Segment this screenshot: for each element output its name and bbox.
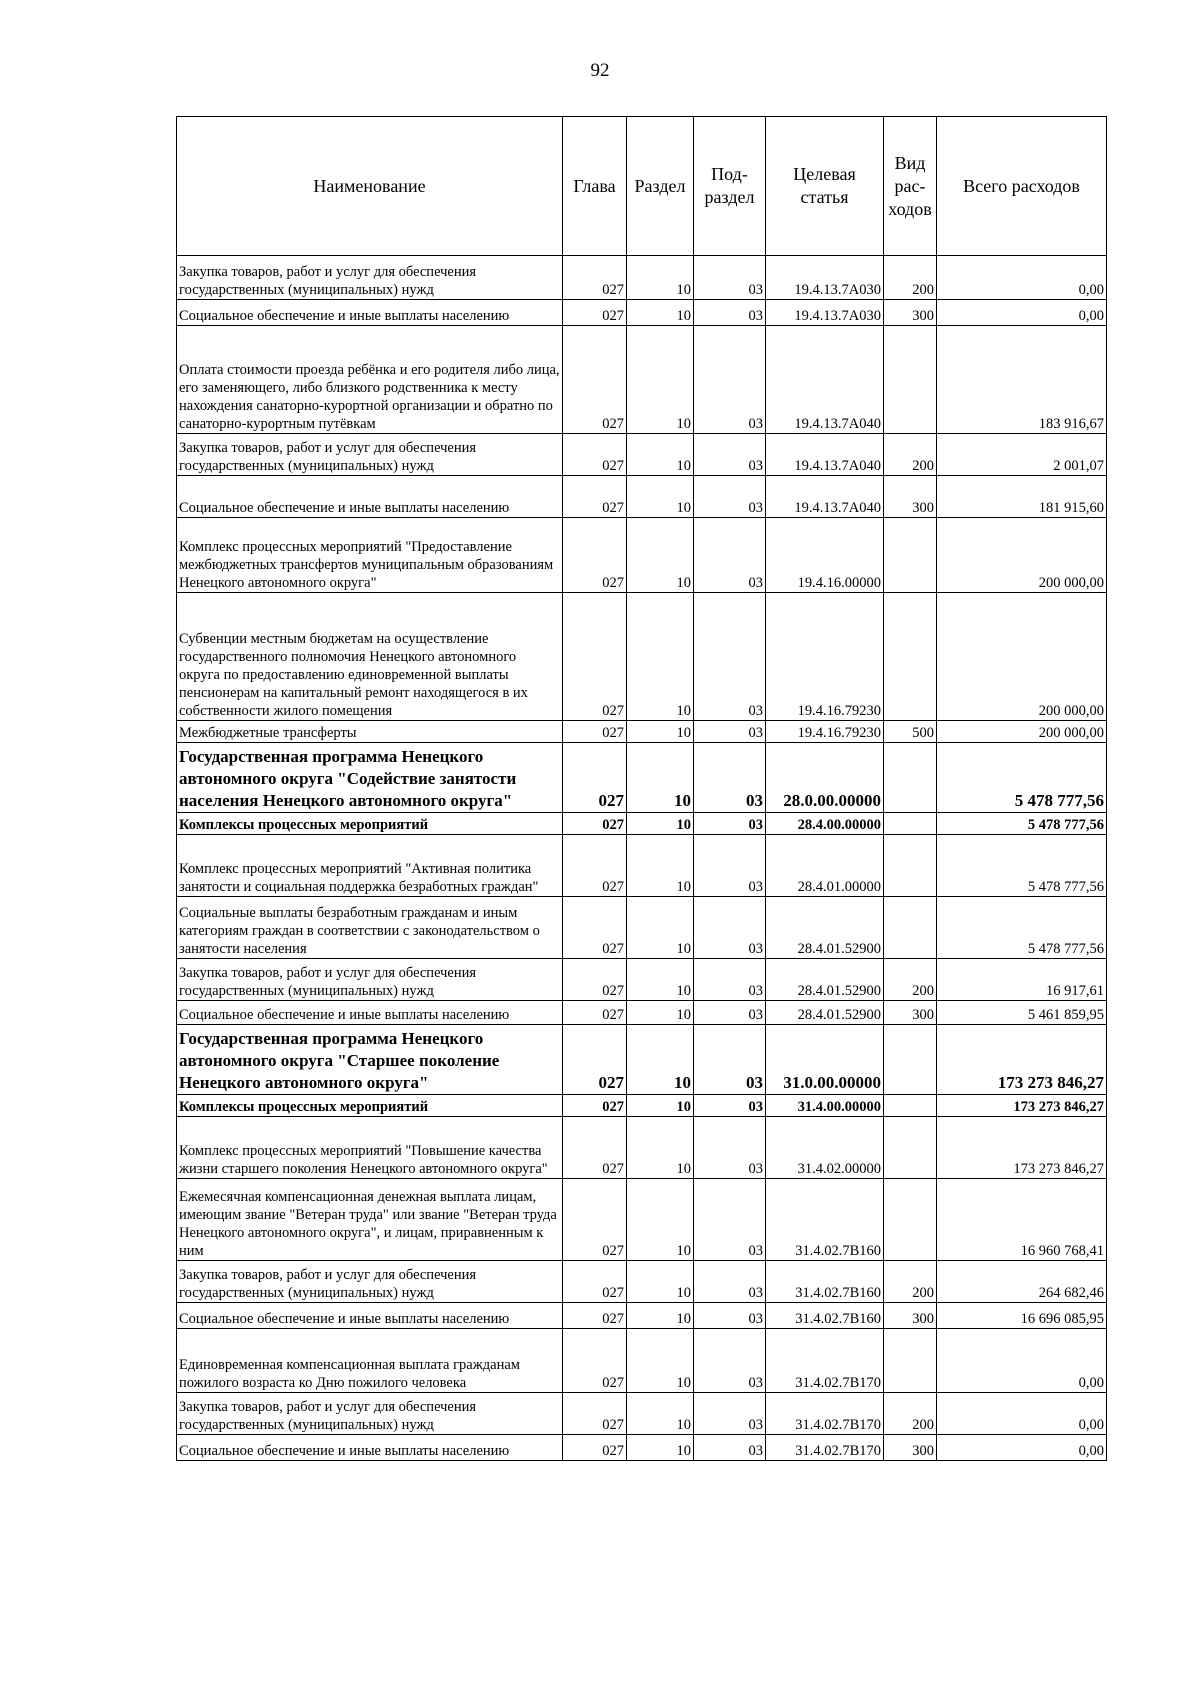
header-name: Наименование bbox=[177, 117, 563, 256]
cell-razdel: 10 bbox=[627, 593, 694, 721]
cell-podrazdel: 03 bbox=[694, 593, 766, 721]
cell-podrazdel: 03 bbox=[694, 1261, 766, 1303]
cell-podrazdel: 03 bbox=[694, 1435, 766, 1461]
table-row bbox=[177, 897, 1107, 959]
table-row bbox=[177, 835, 1107, 897]
cell-glava: 027 bbox=[563, 1025, 627, 1095]
cell-glava: 027 bbox=[563, 835, 627, 897]
cell-razdel: 10 bbox=[627, 1303, 694, 1329]
table-row bbox=[177, 743, 1107, 813]
table-row bbox=[177, 593, 1107, 721]
cell-razdel: 10 bbox=[627, 1095, 694, 1117]
table-row bbox=[177, 1261, 1107, 1303]
cell-vsego: 0,00 bbox=[937, 1393, 1107, 1435]
cell-vsego: 5 478 777,56 bbox=[937, 897, 1107, 959]
cell-name: Социальное обеспечение и иные выплаты населению bbox=[177, 1435, 563, 1461]
cell-name: Государственная программа Ненецкого автономного округа "Старшее поколение Ненецкого автономного округа" bbox=[177, 1025, 563, 1095]
cell-name: Комплексы процессных мероприятий bbox=[177, 1095, 563, 1117]
cell-podrazdel: 03 bbox=[694, 1095, 766, 1117]
cell-name: Закупка товаров, работ и услуг для обеспечения государственных (муниципальных) нужд bbox=[177, 256, 563, 300]
cell-podrazdel: 03 bbox=[694, 721, 766, 743]
cell-glava: 027 bbox=[563, 1393, 627, 1435]
cell-razdel: 10 bbox=[627, 1329, 694, 1393]
cell-name: Государственная программа Ненецкого автономного округа "Содействие занятости населения Ненецкого автономного округа" bbox=[177, 743, 563, 813]
cell-podrazdel: 03 bbox=[694, 476, 766, 518]
cell-vid bbox=[884, 1329, 937, 1393]
cell-glava: 027 bbox=[563, 300, 627, 326]
cell-vid: 200 bbox=[884, 434, 937, 476]
cell-podrazdel: 03 bbox=[694, 256, 766, 300]
cell-tselevaya: 31.0.00.00000 bbox=[766, 1025, 884, 1095]
cell-vid bbox=[884, 593, 937, 721]
cell-name: Социальное обеспечение и иные выплаты населению bbox=[177, 1303, 563, 1329]
cell-name: Социальные выплаты безработным гражданам и иным категориям граждан в соответствии с законодательством о занятости населения bbox=[177, 897, 563, 959]
cell-tselevaya: 31.4.02.7В170 bbox=[766, 1435, 884, 1461]
cell-razdel: 10 bbox=[627, 835, 694, 897]
cell-podrazdel: 03 bbox=[694, 1025, 766, 1095]
cell-name: Закупка товаров, работ и услуг для обеспечения государственных (муниципальных) нужд bbox=[177, 959, 563, 1001]
table-row bbox=[177, 959, 1107, 1001]
cell-vsego: 5 478 777,56 bbox=[937, 743, 1107, 813]
cell-vsego: 16 917,61 bbox=[937, 959, 1107, 1001]
cell-glava: 027 bbox=[563, 1435, 627, 1461]
cell-tselevaya: 19.4.13.7А040 bbox=[766, 434, 884, 476]
cell-glava: 027 bbox=[563, 959, 627, 1001]
cell-podrazdel: 03 bbox=[694, 300, 766, 326]
cell-glava: 027 bbox=[563, 1117, 627, 1179]
table-row bbox=[177, 300, 1107, 326]
table-row bbox=[177, 1117, 1107, 1179]
cell-vid bbox=[884, 1117, 937, 1179]
cell-vid: 300 bbox=[884, 300, 937, 326]
cell-name: Ежемесячная компенсационная денежная выплата лицам, имеющим звание "Ветеран труда" или звание "Ветеран труда Ненецкого автономного округа", и лицам, приравненным к ним bbox=[177, 1179, 563, 1261]
cell-vsego: 173 273 846,27 bbox=[937, 1095, 1107, 1117]
cell-tselevaya: 31.4.02.7В160 bbox=[766, 1179, 884, 1261]
cell-vsego: 0,00 bbox=[937, 1435, 1107, 1461]
cell-vid bbox=[884, 897, 937, 959]
cell-tselevaya: 19.4.16.79230 bbox=[766, 721, 884, 743]
cell-vsego: 5 478 777,56 bbox=[937, 835, 1107, 897]
table-row bbox=[177, 1095, 1107, 1117]
cell-vsego: 2 001,07 bbox=[937, 434, 1107, 476]
header-podrazdel: Под-раздел bbox=[694, 117, 766, 256]
cell-glava: 027 bbox=[563, 1261, 627, 1303]
cell-vid: 200 bbox=[884, 959, 937, 1001]
cell-razdel: 10 bbox=[627, 256, 694, 300]
cell-name: Комплекс процессных мероприятий "Повышение качества жизни старшего поколения Ненецкого автономного округа" bbox=[177, 1117, 563, 1179]
table-row bbox=[177, 1179, 1107, 1261]
cell-name: Социальное обеспечение и иные выплаты населению bbox=[177, 476, 563, 518]
table-row bbox=[177, 326, 1107, 434]
cell-razdel: 10 bbox=[627, 1261, 694, 1303]
cell-name: Комплекс процессных мероприятий "Предоставление межбюджетных трансфертов муниципальным образованиям Ненецкого автономного округа" bbox=[177, 518, 563, 593]
table-row bbox=[177, 1435, 1107, 1461]
cell-name: Оплата стоимости проезда ребёнка и его родителя либо лица, его заменяющего, либо близкого родственника к месту нахождения санаторно-курортной организации и обратно по санаторно-курортным путёвкам bbox=[177, 326, 563, 434]
cell-razdel: 10 bbox=[627, 1393, 694, 1435]
cell-podrazdel: 03 bbox=[694, 1393, 766, 1435]
cell-name: Межбюджетные трансферты bbox=[177, 721, 563, 743]
cell-tselevaya: 19.4.13.7А030 bbox=[766, 256, 884, 300]
cell-glava: 027 bbox=[563, 518, 627, 593]
cell-glava: 027 bbox=[563, 1095, 627, 1117]
cell-tselevaya: 28.4.01.52900 bbox=[766, 1001, 884, 1025]
cell-podrazdel: 03 bbox=[694, 326, 766, 434]
cell-glava: 027 bbox=[563, 743, 627, 813]
cell-vid bbox=[884, 835, 937, 897]
cell-razdel: 10 bbox=[627, 326, 694, 434]
cell-vsego: 173 273 846,27 bbox=[937, 1025, 1107, 1095]
cell-vid bbox=[884, 1179, 937, 1261]
header-razdel: Раздел bbox=[627, 117, 694, 256]
table-row bbox=[177, 476, 1107, 518]
cell-vsego: 16 696 085,95 bbox=[937, 1303, 1107, 1329]
cell-razdel: 10 bbox=[627, 1117, 694, 1179]
cell-tselevaya: 19.4.13.7А040 bbox=[766, 476, 884, 518]
cell-name: Закупка товаров, работ и услуг для обеспечения государственных (муниципальных) нужд bbox=[177, 1261, 563, 1303]
cell-vid bbox=[884, 813, 937, 835]
cell-tselevaya: 28.0.00.00000 bbox=[766, 743, 884, 813]
cell-podrazdel: 03 bbox=[694, 897, 766, 959]
budget-table bbox=[176, 116, 1107, 1461]
cell-glava: 027 bbox=[563, 897, 627, 959]
cell-glava: 027 bbox=[563, 593, 627, 721]
table-row bbox=[177, 813, 1107, 835]
header-tselevaya: Целевая статья bbox=[766, 117, 884, 256]
cell-vsego: 200 000,00 bbox=[937, 593, 1107, 721]
cell-vsego: 173 273 846,27 bbox=[937, 1117, 1107, 1179]
cell-vsego: 5 461 859,95 bbox=[937, 1001, 1107, 1025]
cell-name: Единовременная компенсационная выплата гражданам пожилого возраста ко Дню пожилого человека bbox=[177, 1329, 563, 1393]
cell-razdel: 10 bbox=[627, 959, 694, 1001]
cell-tselevaya: 31.4.02.7В170 bbox=[766, 1393, 884, 1435]
cell-razdel: 10 bbox=[627, 300, 694, 326]
cell-tselevaya: 19.4.13.7А030 bbox=[766, 300, 884, 326]
cell-podrazdel: 03 bbox=[694, 1303, 766, 1329]
cell-tselevaya: 28.4.01.00000 bbox=[766, 835, 884, 897]
cell-vsego: 16 960 768,41 bbox=[937, 1179, 1107, 1261]
header-vsego: Всего расходов bbox=[937, 117, 1107, 256]
table-row bbox=[177, 1329, 1107, 1393]
cell-tselevaya: 31.4.02.7В160 bbox=[766, 1303, 884, 1329]
cell-vid: 200 bbox=[884, 1393, 937, 1435]
table-row bbox=[177, 1001, 1107, 1025]
cell-vid bbox=[884, 1025, 937, 1095]
cell-razdel: 10 bbox=[627, 721, 694, 743]
cell-razdel: 10 bbox=[627, 1179, 694, 1261]
header-row bbox=[177, 117, 1107, 256]
header-vid: Вид рас-ходов bbox=[884, 117, 937, 256]
cell-name: Субвенции местным бюджетам на осуществление государственного полномочия Ненецкого автономного округа по предоставлению единовременной выплаты пенсионерам на капитальный ремонт находящегося в их собственности жилого помещения bbox=[177, 593, 563, 721]
cell-podrazdel: 03 bbox=[694, 518, 766, 593]
cell-vsego: 181 915,60 bbox=[937, 476, 1107, 518]
cell-tselevaya: 31.4.02.00000 bbox=[766, 1117, 884, 1179]
cell-vsego: 183 916,67 bbox=[937, 326, 1107, 434]
cell-podrazdel: 03 bbox=[694, 813, 766, 835]
table-row bbox=[177, 1025, 1107, 1095]
cell-podrazdel: 03 bbox=[694, 1117, 766, 1179]
cell-vid: 300 bbox=[884, 1001, 937, 1025]
cell-glava: 027 bbox=[563, 813, 627, 835]
cell-podrazdel: 03 bbox=[694, 1001, 766, 1025]
cell-vsego: 264 682,46 bbox=[937, 1261, 1107, 1303]
cell-vid bbox=[884, 1095, 937, 1117]
cell-vsego: 0,00 bbox=[937, 300, 1107, 326]
cell-vsego: 5 478 777,56 bbox=[937, 813, 1107, 835]
table-row bbox=[177, 1393, 1107, 1435]
cell-razdel: 10 bbox=[627, 476, 694, 518]
cell-vid: 300 bbox=[884, 1435, 937, 1461]
cell-vsego: 200 000,00 bbox=[937, 518, 1107, 593]
cell-razdel: 10 bbox=[627, 434, 694, 476]
cell-tselevaya: 28.4.01.52900 bbox=[766, 897, 884, 959]
table-row bbox=[177, 518, 1107, 593]
cell-name: Закупка товаров, работ и услуг для обеспечения государственных (муниципальных) нужд bbox=[177, 434, 563, 476]
cell-glava: 027 bbox=[563, 256, 627, 300]
cell-glava: 027 bbox=[563, 1303, 627, 1329]
table-row bbox=[177, 721, 1107, 743]
cell-razdel: 10 bbox=[627, 1001, 694, 1025]
cell-tselevaya: 31.4.00.00000 bbox=[766, 1095, 884, 1117]
table-row bbox=[177, 1303, 1107, 1329]
cell-tselevaya: 31.4.02.7В170 bbox=[766, 1329, 884, 1393]
cell-podrazdel: 03 bbox=[694, 1329, 766, 1393]
cell-tselevaya: 31.4.02.7В160 bbox=[766, 1261, 884, 1303]
cell-razdel: 10 bbox=[627, 1025, 694, 1095]
cell-vsego: 0,00 bbox=[937, 1329, 1107, 1393]
cell-glava: 027 bbox=[563, 1001, 627, 1025]
cell-tselevaya: 19.4.16.79230 bbox=[766, 593, 884, 721]
cell-vsego: 200 000,00 bbox=[937, 721, 1107, 743]
cell-tselevaya: 28.4.00.00000 bbox=[766, 813, 884, 835]
cell-vid bbox=[884, 743, 937, 813]
header-glava: Глава bbox=[563, 117, 627, 256]
cell-name: Комплексы процессных мероприятий bbox=[177, 813, 563, 835]
cell-tselevaya: 19.4.16.00000 bbox=[766, 518, 884, 593]
cell-vid bbox=[884, 518, 937, 593]
cell-podrazdel: 03 bbox=[694, 959, 766, 1001]
cell-glava: 027 bbox=[563, 1179, 627, 1261]
cell-razdel: 10 bbox=[627, 813, 694, 835]
cell-podrazdel: 03 bbox=[694, 1179, 766, 1261]
cell-vid: 300 bbox=[884, 476, 937, 518]
cell-glava: 027 bbox=[563, 326, 627, 434]
cell-name: Социальное обеспечение и иные выплаты населению bbox=[177, 300, 563, 326]
cell-vid: 300 bbox=[884, 1303, 937, 1329]
cell-razdel: 10 bbox=[627, 897, 694, 959]
cell-vid bbox=[884, 326, 937, 434]
cell-podrazdel: 03 bbox=[694, 434, 766, 476]
cell-vsego: 0,00 bbox=[937, 256, 1107, 300]
cell-tselevaya: 28.4.01.52900 bbox=[766, 959, 884, 1001]
page-number: 92 bbox=[590, 60, 610, 81]
cell-name: Комплекс процессных мероприятий "Активная политика занятости и социальная поддержка безработных граждан" bbox=[177, 835, 563, 897]
cell-vid: 200 bbox=[884, 256, 937, 300]
table-row bbox=[177, 434, 1107, 476]
cell-vid: 200 bbox=[884, 1261, 937, 1303]
cell-name: Социальное обеспечение и иные выплаты населению bbox=[177, 1001, 563, 1025]
cell-podrazdel: 03 bbox=[694, 743, 766, 813]
cell-razdel: 10 bbox=[627, 518, 694, 593]
cell-glava: 027 bbox=[563, 1329, 627, 1393]
cell-podrazdel: 03 bbox=[694, 835, 766, 897]
cell-glava: 027 bbox=[563, 721, 627, 743]
table-row bbox=[177, 256, 1107, 300]
cell-tselevaya: 19.4.13.7А040 bbox=[766, 326, 884, 434]
cell-razdel: 10 bbox=[627, 1435, 694, 1461]
cell-name: Закупка товаров, работ и услуг для обеспечения государственных (муниципальных) нужд bbox=[177, 1393, 563, 1435]
cell-glava: 027 bbox=[563, 476, 627, 518]
cell-vid: 500 bbox=[884, 721, 937, 743]
cell-glava: 027 bbox=[563, 434, 627, 476]
cell-razdel: 10 bbox=[627, 743, 694, 813]
